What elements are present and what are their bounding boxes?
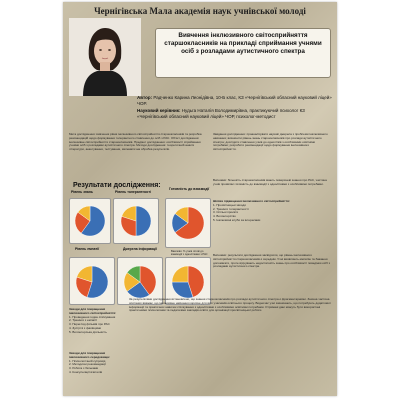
- ways-item: 2. Тренінги толерантності: [213, 206, 249, 211]
- chart-label: Рівень знань: [71, 190, 93, 194]
- right-conclusions: Висновки: результати дослідження засвідчили, що рівень інклюзивного світосприйняття старшокласників є середнім. Учні виявляють емпатію та бажання допомагати, проте відчувають недостатність знань про особливості поведінки осіб з розладами аутистичного спектра.: [213, 254, 331, 269]
- pie-slice: [172, 266, 188, 282]
- ways-item: 5. Інклюзивні клуби за інтересами: [213, 217, 261, 222]
- tasks-text: Завдання дослідження: проаналізувати наукові джерела з проблеми інклюзивного навчання; визначити рівень знань старшокласників про розлади аутистичного спектра; дослідити ставлення учнів до однолітків з особливими освітніми потребами; розробити рекомендації щодо формування інклюзивного світосприйняття.: [213, 133, 328, 151]
- ways-item: 3. Спільні проєкти: [213, 210, 239, 215]
- poster: [63, 2, 337, 396]
- chart-label: Готовність до взаємодії: [169, 187, 210, 191]
- measures-item: 4. Зустрічі з фахівцями: [69, 325, 102, 330]
- pie-slice: [136, 206, 151, 236]
- measures-item: 5. Волонтерська діяльність: [69, 329, 107, 334]
- environment-item: 3. Робота з батьками: [69, 366, 99, 370]
- ways-item: 1. Просвітницькі заходи: [213, 202, 246, 207]
- environment-item: 4. Консультації вчителів: [69, 369, 103, 374]
- author-text: Радченко Карина Леонідівна, 10-Б клас, КЗ «Чернігівський обласний науковий ліцей» ЧОР.: [137, 95, 332, 107]
- measures-item: 2. Тренінги з емпатії: [69, 318, 97, 323]
- intro-text: Мета дослідження: вивчення рівня інклюзивного світосприйняття старшокласників та розробка рекомендацій щодо формування толерантного ставлення до осіб з РАС. Об'єкт дослідження: інклюзивне світосприйняття старшокласників. Предмет дослідження: особливості сприймання учнями осіб з розладами аутистичного спектра. Методи дослідження: теоретичний аналіз літератури, анкетування, тестування, математична обробка результатів.: [69, 133, 202, 151]
- topic-text: Вивчення інклюзивного світосприйняття старшокласників на прикладі сприймання учнями осіб з розладами аутистичного спектра: [164, 32, 322, 56]
- chart-label: Джерела інформації: [123, 247, 157, 251]
- chart-label: Рівень толерантності: [115, 190, 152, 194]
- measures-item: 3. Перегляд фільмів про РАС: [69, 322, 110, 326]
- mid-note: Важливо: % учнів готові до взаємодії з однолітками з РАС: [171, 250, 208, 257]
- environment-block: [69, 352, 125, 392]
- measures-item: 1. Проведення годин спілкування: [69, 314, 116, 319]
- measures-block: [69, 308, 125, 348]
- environment-item: 1. Психологічний супровід: [69, 358, 106, 363]
- results-heading: Результати дослідження:: [73, 182, 161, 189]
- environment-title: Заходи для покращення інклюзивного середовища:: [69, 352, 110, 359]
- conclusions-text: Висновки: більшість старшокласників мають поверхневі знання про РАС, частина учнів проявляє готовність до взаємодії з однолітками з особливими потребами.: [213, 179, 327, 186]
- poster-title: Чернігівська Мала академія наук учнівської молоді: [94, 6, 306, 16]
- author-label: Автор:: [137, 95, 153, 100]
- ways-title: Шляхи підвищення інклюзивного світосприйняття:: [213, 200, 290, 203]
- ways-item: 4. Волонтерство: [213, 214, 236, 218]
- summary-text: За результатами дослідження встановлено, що знання старшокласників про розлади аутистичного спектра є фрагментарними. Значна частина опитаних вважає, що інклюзивне навчання корисне для всіх учасників освітнього процесу. Водночас учні зазначають, що потребують додаткової інформації та практичних навичок спілкування з однолітками з особливими освітніми потребами. Отримані дані можуть бути використані практичними психологами та педагогами закладів освіти для організації просвітницької роботи.: [129, 298, 331, 313]
- supervisor-text: Нудьга Наталія Володимирівна, практикуючий психолог КЗ «Чернігівський обласний науковий ліцей» ЧОР, психолог-методист: [137, 108, 305, 120]
- measures-title: Заходи для покращення інклюзивного світосприйняття:: [69, 308, 117, 315]
- chart-label: Рівень емпатії: [75, 247, 100, 251]
- supervisor-label: Науковий керівник:: [137, 108, 181, 114]
- environment-item: 2. Методичні рекомендації: [69, 362, 106, 367]
